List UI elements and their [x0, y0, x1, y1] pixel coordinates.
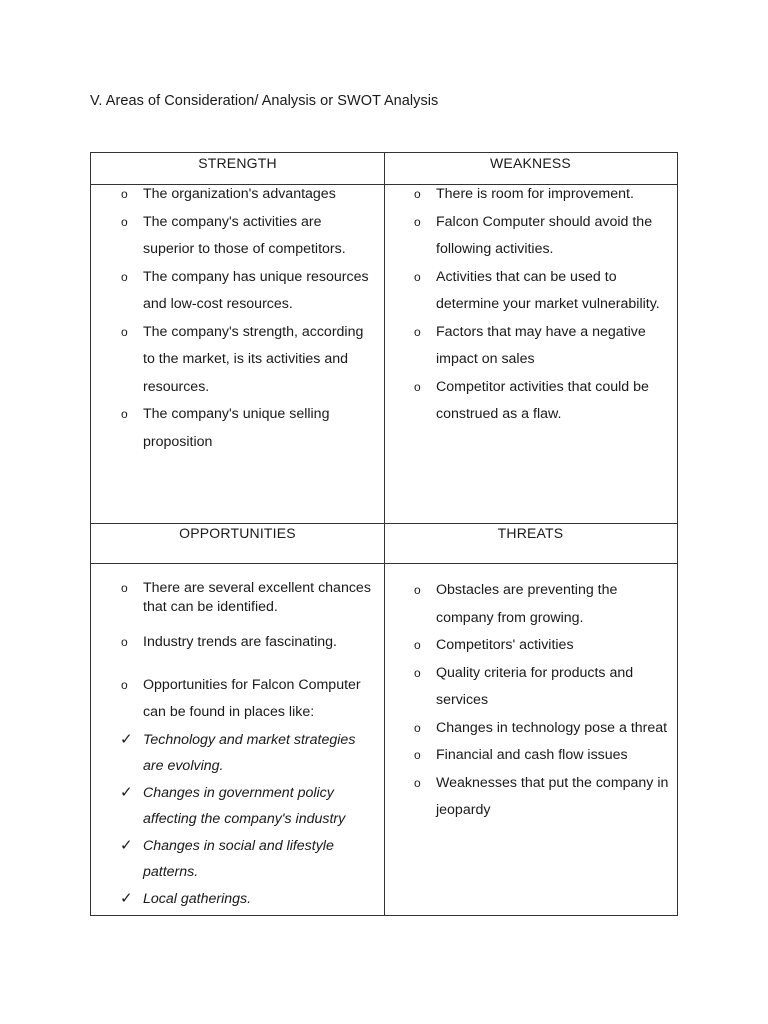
row-divider [91, 563, 677, 564]
strength-cell [91, 181, 384, 456]
circle-bullet-icon: o [121, 324, 128, 339]
checkmark-icon: ✓ [120, 730, 133, 748]
opportunities-cell [91, 575, 384, 912]
circle-bullet-icon: o [414, 665, 421, 680]
list-item: o Factors that may have a negative impact on sales [384, 319, 677, 374]
circle-bullet-icon: o [121, 187, 128, 201]
list-item: o The company has unique resources and low-cost resources. [91, 264, 384, 319]
checkmark-icon: ✓ [120, 783, 133, 801]
circle-bullet-icon: o [121, 677, 128, 692]
weakness-cell [384, 181, 677, 429]
list-item: o The organization's advantages [91, 181, 384, 209]
strength-header: STRENGTH [198, 155, 277, 171]
list-item: ✓ Changes in government policy affecting the company's industry [91, 780, 384, 833]
list-item: o There are several excellent chances that can be identified. [121, 580, 371, 615]
list-item: o Weaknesses that put the company in jeopardy [384, 770, 677, 825]
swot-table [90, 152, 678, 916]
circle-bullet-icon: o [121, 214, 128, 229]
list-item: ✓ Technology and market strategies are evolving. [91, 727, 384, 780]
circle-bullet-icon: o [121, 407, 128, 421]
checkmark-icon: ✓ [120, 836, 133, 854]
list-item: o The company's activities are superior to those of competitors. [91, 209, 384, 264]
weakness-header: WEAKNESS [490, 155, 571, 171]
list-item: ✓ Local gatherings. [91, 886, 384, 913]
document-title: V. Areas of Consideration/ Analysis or SWOT Analysis [90, 93, 439, 109]
circle-bullet-icon: o [414, 379, 421, 394]
opportunities-list [91, 575, 384, 912]
threats-cell [384, 577, 677, 825]
list-item: o There is room for improvement. [384, 181, 677, 209]
threats-list [384, 577, 677, 825]
checkmark-icon: ✓ [120, 889, 133, 907]
list-item: o The company's strength, according to the market, is its activities and resources. [91, 319, 384, 402]
circle-bullet-icon: o [414, 214, 421, 229]
list-item: o Changes in technology pose a threat [384, 715, 677, 743]
row-divider [91, 523, 677, 524]
circle-bullet-icon: o [121, 269, 128, 284]
list-item: ✓ Changes in social and lifestyle patterns. [91, 833, 384, 886]
circle-bullet-icon: o [414, 187, 421, 201]
list-item: o The company's unique selling proposition [91, 401, 384, 456]
list-item: o Quality criteria for products and services [384, 660, 677, 715]
circle-bullet-icon: o [121, 635, 128, 649]
circle-bullet-icon: o [414, 720, 421, 735]
list-item: o Financial and cash flow issues [384, 742, 677, 770]
circle-bullet-icon: o [414, 775, 421, 790]
circle-bullet-icon: o [414, 638, 421, 652]
strength-list [91, 181, 384, 456]
circle-bullet-icon: o [121, 581, 128, 595]
opportunities-header: OPPORTUNITIES [179, 525, 296, 541]
list-item: o Opportunities for Falcon Computer can be found in places like: [91, 672, 384, 727]
list-item: o Obstacles are preventing the company from growing. [384, 577, 677, 632]
circle-bullet-icon: o [414, 583, 421, 597]
list-item: o Falcon Computer should avoid the following activities. [384, 209, 677, 264]
threats-header: THREATS [497, 525, 564, 541]
list-item: o Activities that can be used to determine your market vulnerability. [384, 264, 677, 319]
circle-bullet-icon: o [414, 748, 421, 762]
list-item: o Competitor activities that could be construed as a flaw. [384, 374, 677, 429]
weakness-list [384, 181, 677, 429]
circle-bullet-icon: o [414, 324, 421, 339]
circle-bullet-icon: o [414, 269, 421, 284]
list-item: o Industry trends are fascinating. [91, 629, 384, 657]
list-item: o Competitors' activities [384, 632, 677, 660]
